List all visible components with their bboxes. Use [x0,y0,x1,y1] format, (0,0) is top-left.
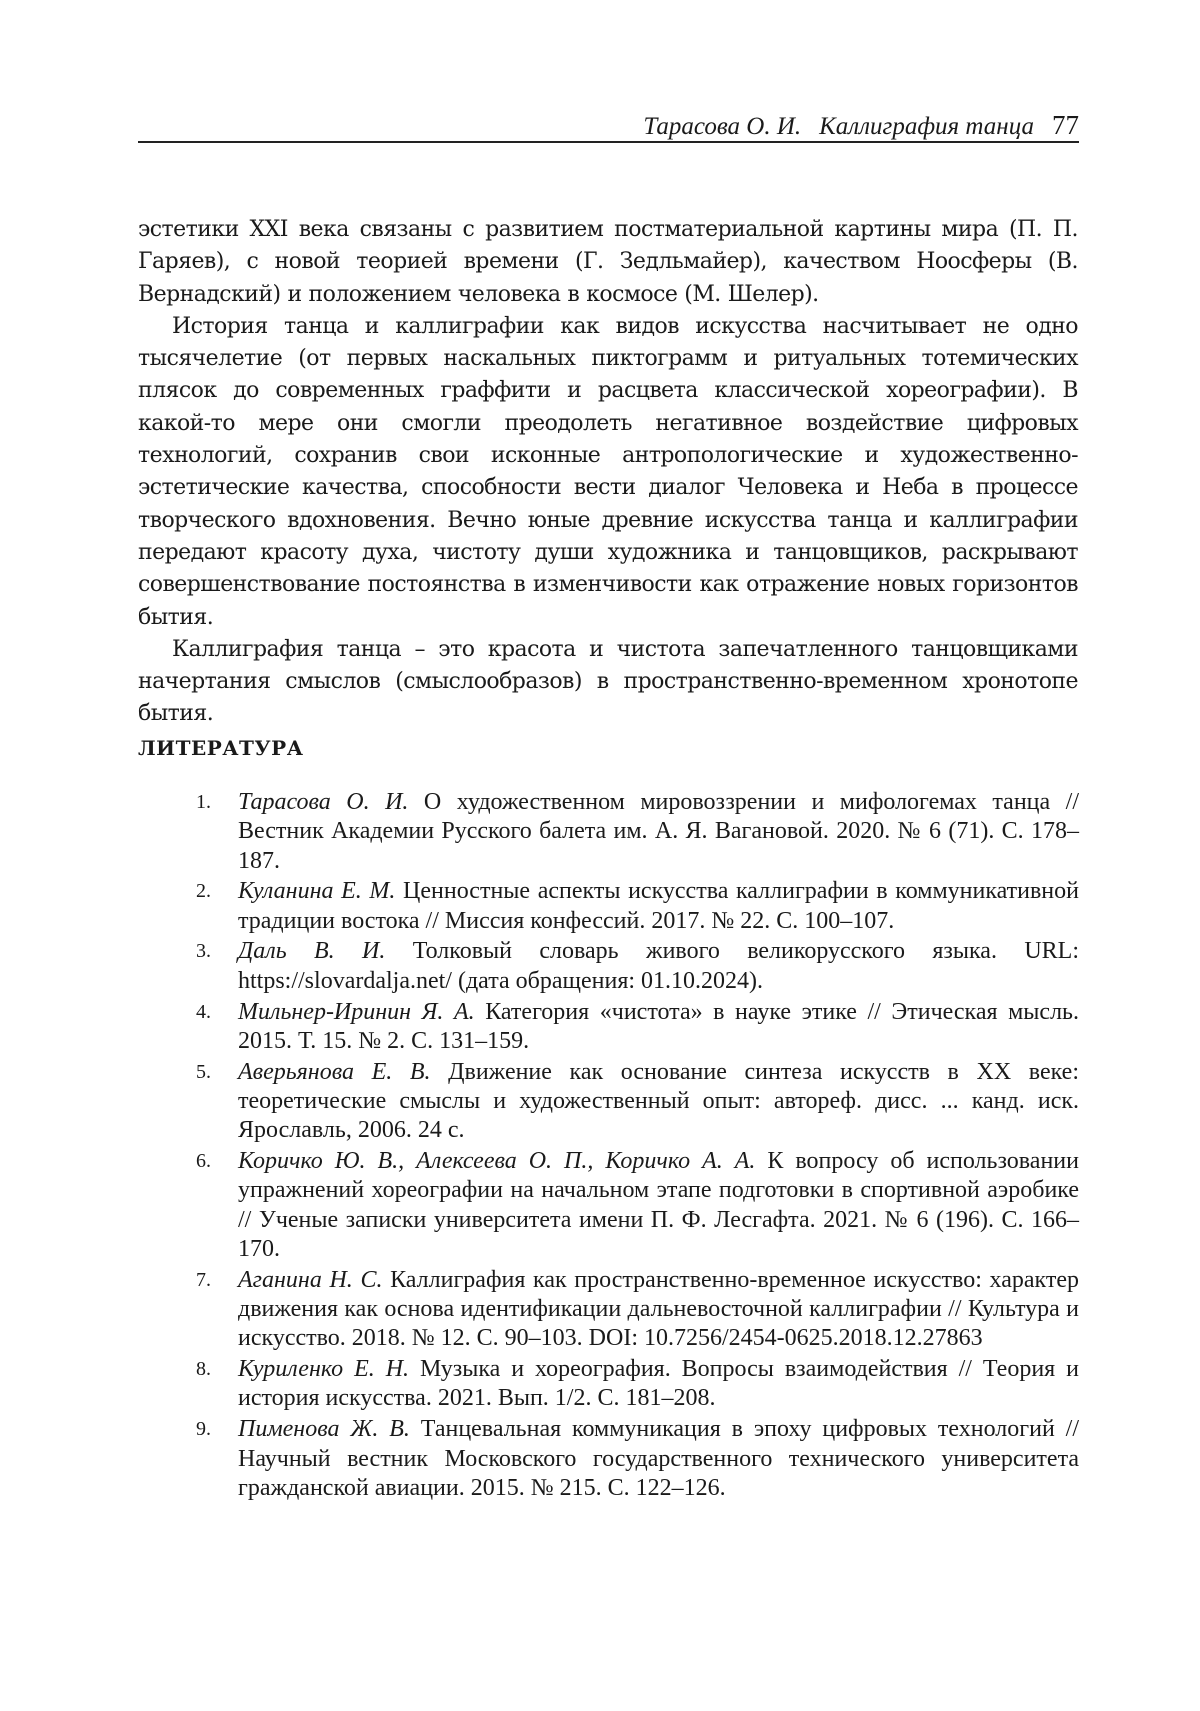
reference-authors: Куланина Е. М. [238,878,396,905]
paragraph: Каллиграфия танца – это красота и чистота запечатленного танцовщиками начертания смыслов (смыслообразов) в пространственно-временном хронотопе бытия. [138,636,1078,727]
reference-text: Музыка и хореография. Вопросы взаимодействия // Теория и история искусства. 2021. Вып. 1/2. С. 181–208. [238,1356,1079,1412]
reference-authors: Куриленко Е. Н. [238,1356,410,1383]
paragraph: эстетики XXI века связаны с развитием постматериальной картины мира (П. П. Гаряев), с новой теорией времени (Г. Зедльмайер), качеством Ноосферы (В. Вернадский) и положением человека в космосе (М. Шелер). [138,217,1078,307]
reference-text: Танцевальная коммуникация в эпоху цифровых технологий // Научный вестник Московского государственного технического университета гражданской авиации. 2015. № 215. С. 122–126. [238,1416,1080,1501]
reference-number: 6. [196,1150,211,1173]
references-heading: ЛИТЕРАТУРА [138,736,304,760]
reference-authors: Даль В. И. [238,938,386,965]
reference-text: К вопросу об использовании упражнений хореографии на начальном этапе подготовки в спортивной аэробике // Ученые записки университета имени П. Ф. Лесгафта. 2021. № 6 (196). С. 166–170. [238,1148,1079,1262]
reference-item [138,788,1079,876]
reference-text: Категория «чистота» в науке этике // Этическая мысль. 2015. Т. 15. № 2. С. 131–159. [238,998,1079,1054]
reference-text: Толковый словарь живого великорусского языка. URL: https://slovardalja.net/ (дата обращения: 01.10.2024). [238,938,1079,994]
reference-item [138,1266,1079,1354]
reference-number: 9. [196,1418,211,1441]
running-head-authors: Тарасова О. И. [643,113,802,140]
reference-number: 2. [196,880,211,903]
reference-item [138,877,1079,936]
reference-number: 7. [196,1268,211,1291]
reference-authors: Мильнер-Иринин Я. А. [238,998,475,1025]
reference-authors: Пименова Ж. В. [238,1416,410,1443]
reference-authors: Тарасова О. И. [238,789,409,815]
reference-text: Движение как основание синтеза искусств в XX веке: теоретические смыслы и художественный опыт: автореф. дисс. ... канд. иск. Ярославль, 2006. 24 с. [238,1058,1079,1144]
paragraph: История танца и каллиграфии как видов искусства насчитывает не одно тысячелетие (от первых наскальных пиктограмм и ритуальных тотемических плясок до современных граффити и расцвета классической хореографии). В какой-то мере они смогли преодолеть негативное воздействие цифровых технологий, сохранив свои исконные антропологические и художественно-эстетические качества, способности вести диалог Человека и Неба в процессе творческого вдохновения. Вечно юные древние искусства танца и каллиграфии передают красоту духа, чистоту души художника и танцовщиков, раскрывают совершенствование постоянства в изменчивости как отражение новых горизонтов бытия. [138,313,1078,630]
reference-item [138,998,1079,1057]
reference-text: Ценностные аспекты искусства каллиграфии в коммуникативной традиции востока // Миссия конфессий. 2017. № 22. С. 100–107. [238,878,1079,934]
reference-number: 1. [196,791,211,813]
running-head [138,108,1079,142]
header-rule [138,141,1079,143]
references-list [138,788,1079,1505]
reference-authors: Аверьянова Е. В. [238,1058,431,1085]
reference-item [138,1058,1079,1146]
reference-item [138,1355,1079,1414]
running-head-title: Каллиграфия танца [819,113,1034,140]
reference-item [138,1415,1079,1503]
article-body [138,214,1078,731]
reference-text: Каллиграфия как пространственно-временное искусство: характер движения как основа идентификации дальневосточной каллиграфии // Культура и искусство. 2018. № 12. С. 90–103. DOI: 10.7256/2454-0625.2018.12.27863 [238,1266,1079,1352]
reference-number: 4. [196,1000,211,1023]
reference-item [138,937,1079,996]
reference-number: 3. [196,940,211,963]
reference-item [138,1147,1079,1264]
reference-text: О художественном мировоззрении и мифологемах танца // Вестник Академии Русского балета им. А. Я. Вагановой. 2020. № 6 (71). С. 178–187. [238,789,1080,874]
reference-number: 8. [196,1358,211,1381]
page-number: 77 [1052,110,1079,140]
running-head-text [643,108,1079,144]
reference-authors: Аганина Н. С. [238,1266,383,1293]
reference-number: 5. [196,1060,211,1083]
reference-authors: Коричко Ю. В., Алексеева О. П., Коричко А. А. [238,1148,756,1175]
